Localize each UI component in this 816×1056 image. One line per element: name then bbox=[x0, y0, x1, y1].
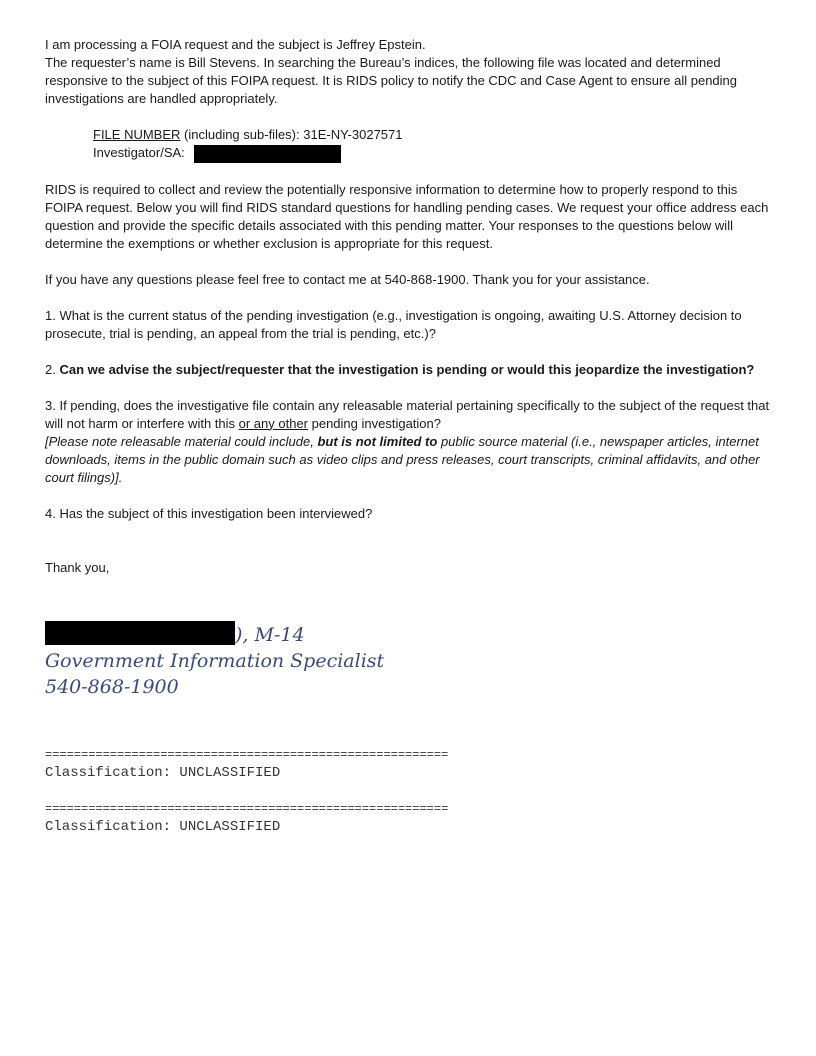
intro-paragraph: The requester’s name is Bill Stevens. In searching the Bureau’s indices, the following file was located and determined responsive to the subject of this FOIPA request. It is RIDS policy to notify the CDC and Case Agent to ensure all pending investigations are handled appropriately. bbox=[45, 55, 738, 106]
footer bbox=[45, 746, 775, 836]
footer-separator-1: ======================================================== bbox=[45, 747, 449, 762]
signature-title: Government Information Specialist bbox=[45, 649, 385, 672]
classification-1: Classification: UNCLASSIFIED bbox=[45, 764, 281, 781]
question-4: 4. Has the subject of this investigation been interviewed? bbox=[45, 505, 373, 521]
signature-block bbox=[45, 621, 775, 700]
footer-separator-2: ======================================================== bbox=[45, 801, 449, 816]
investigator-redaction bbox=[194, 145, 341, 163]
question-2: 2. Can we advise the subject/requester that the investigation is pending or would this jeopardize the investigation? bbox=[45, 361, 755, 377]
contact-line: If you have any questions please feel free to contact me at 540-868-1900. Thank you for your assistance. bbox=[45, 271, 650, 287]
investigator-line bbox=[45, 144, 775, 163]
closing: Thank you, bbox=[45, 559, 110, 575]
investigator-label: Investigator/SA: bbox=[93, 145, 185, 160]
file-number-value: (including sub-files): 31E-NY-3027571 bbox=[180, 127, 403, 142]
file-number-line bbox=[45, 126, 775, 144]
classification-2: Classification: UNCLASSIFIED bbox=[45, 818, 281, 835]
memo-body bbox=[45, 36, 775, 836]
question-3-note: [Please note releasable material could include, but is not limited to public source material (i.e., newspaper articles, internet downloads, items in the public domain such as video clips and press releases, court transcripts, criminal affidavits, and other court filings)]. bbox=[45, 433, 760, 485]
question-1: 1. What is the current status of the pending investigation (e.g., investigation is ongoing, awaiting U.S. Attorney decision to prosecute, trial is pending, an appeal from the trial is pending, etc.)? bbox=[45, 307, 742, 341]
intro-line-1: I am processing a FOIA request and the subject is Jeffrey Epstein. bbox=[45, 37, 426, 52]
signature-name-line: ), M-14 bbox=[45, 621, 775, 648]
signature-phone: 540-868-1900 bbox=[45, 675, 179, 698]
file-number-label: FILE NUMBER bbox=[93, 127, 181, 142]
signature-redaction bbox=[45, 621, 235, 645]
question-3: 3. If pending, does the investigative file contain any releasable material pertaining specifically to the subject of the request that will not harm or interfere with this or any other pending investigation? bbox=[45, 397, 770, 431]
rids-paragraph: RIDS is required to collect and review the potentially responsive information to determine how to properly respond to this FOIPA request. Below you will find RIDS standard questions for handling pending cases. We request your office address each question and provide the specific details associated with this pending matter. Your responses to the questions below will determine the exemptions or whether exclusion is appropriate for this request. bbox=[45, 181, 769, 251]
